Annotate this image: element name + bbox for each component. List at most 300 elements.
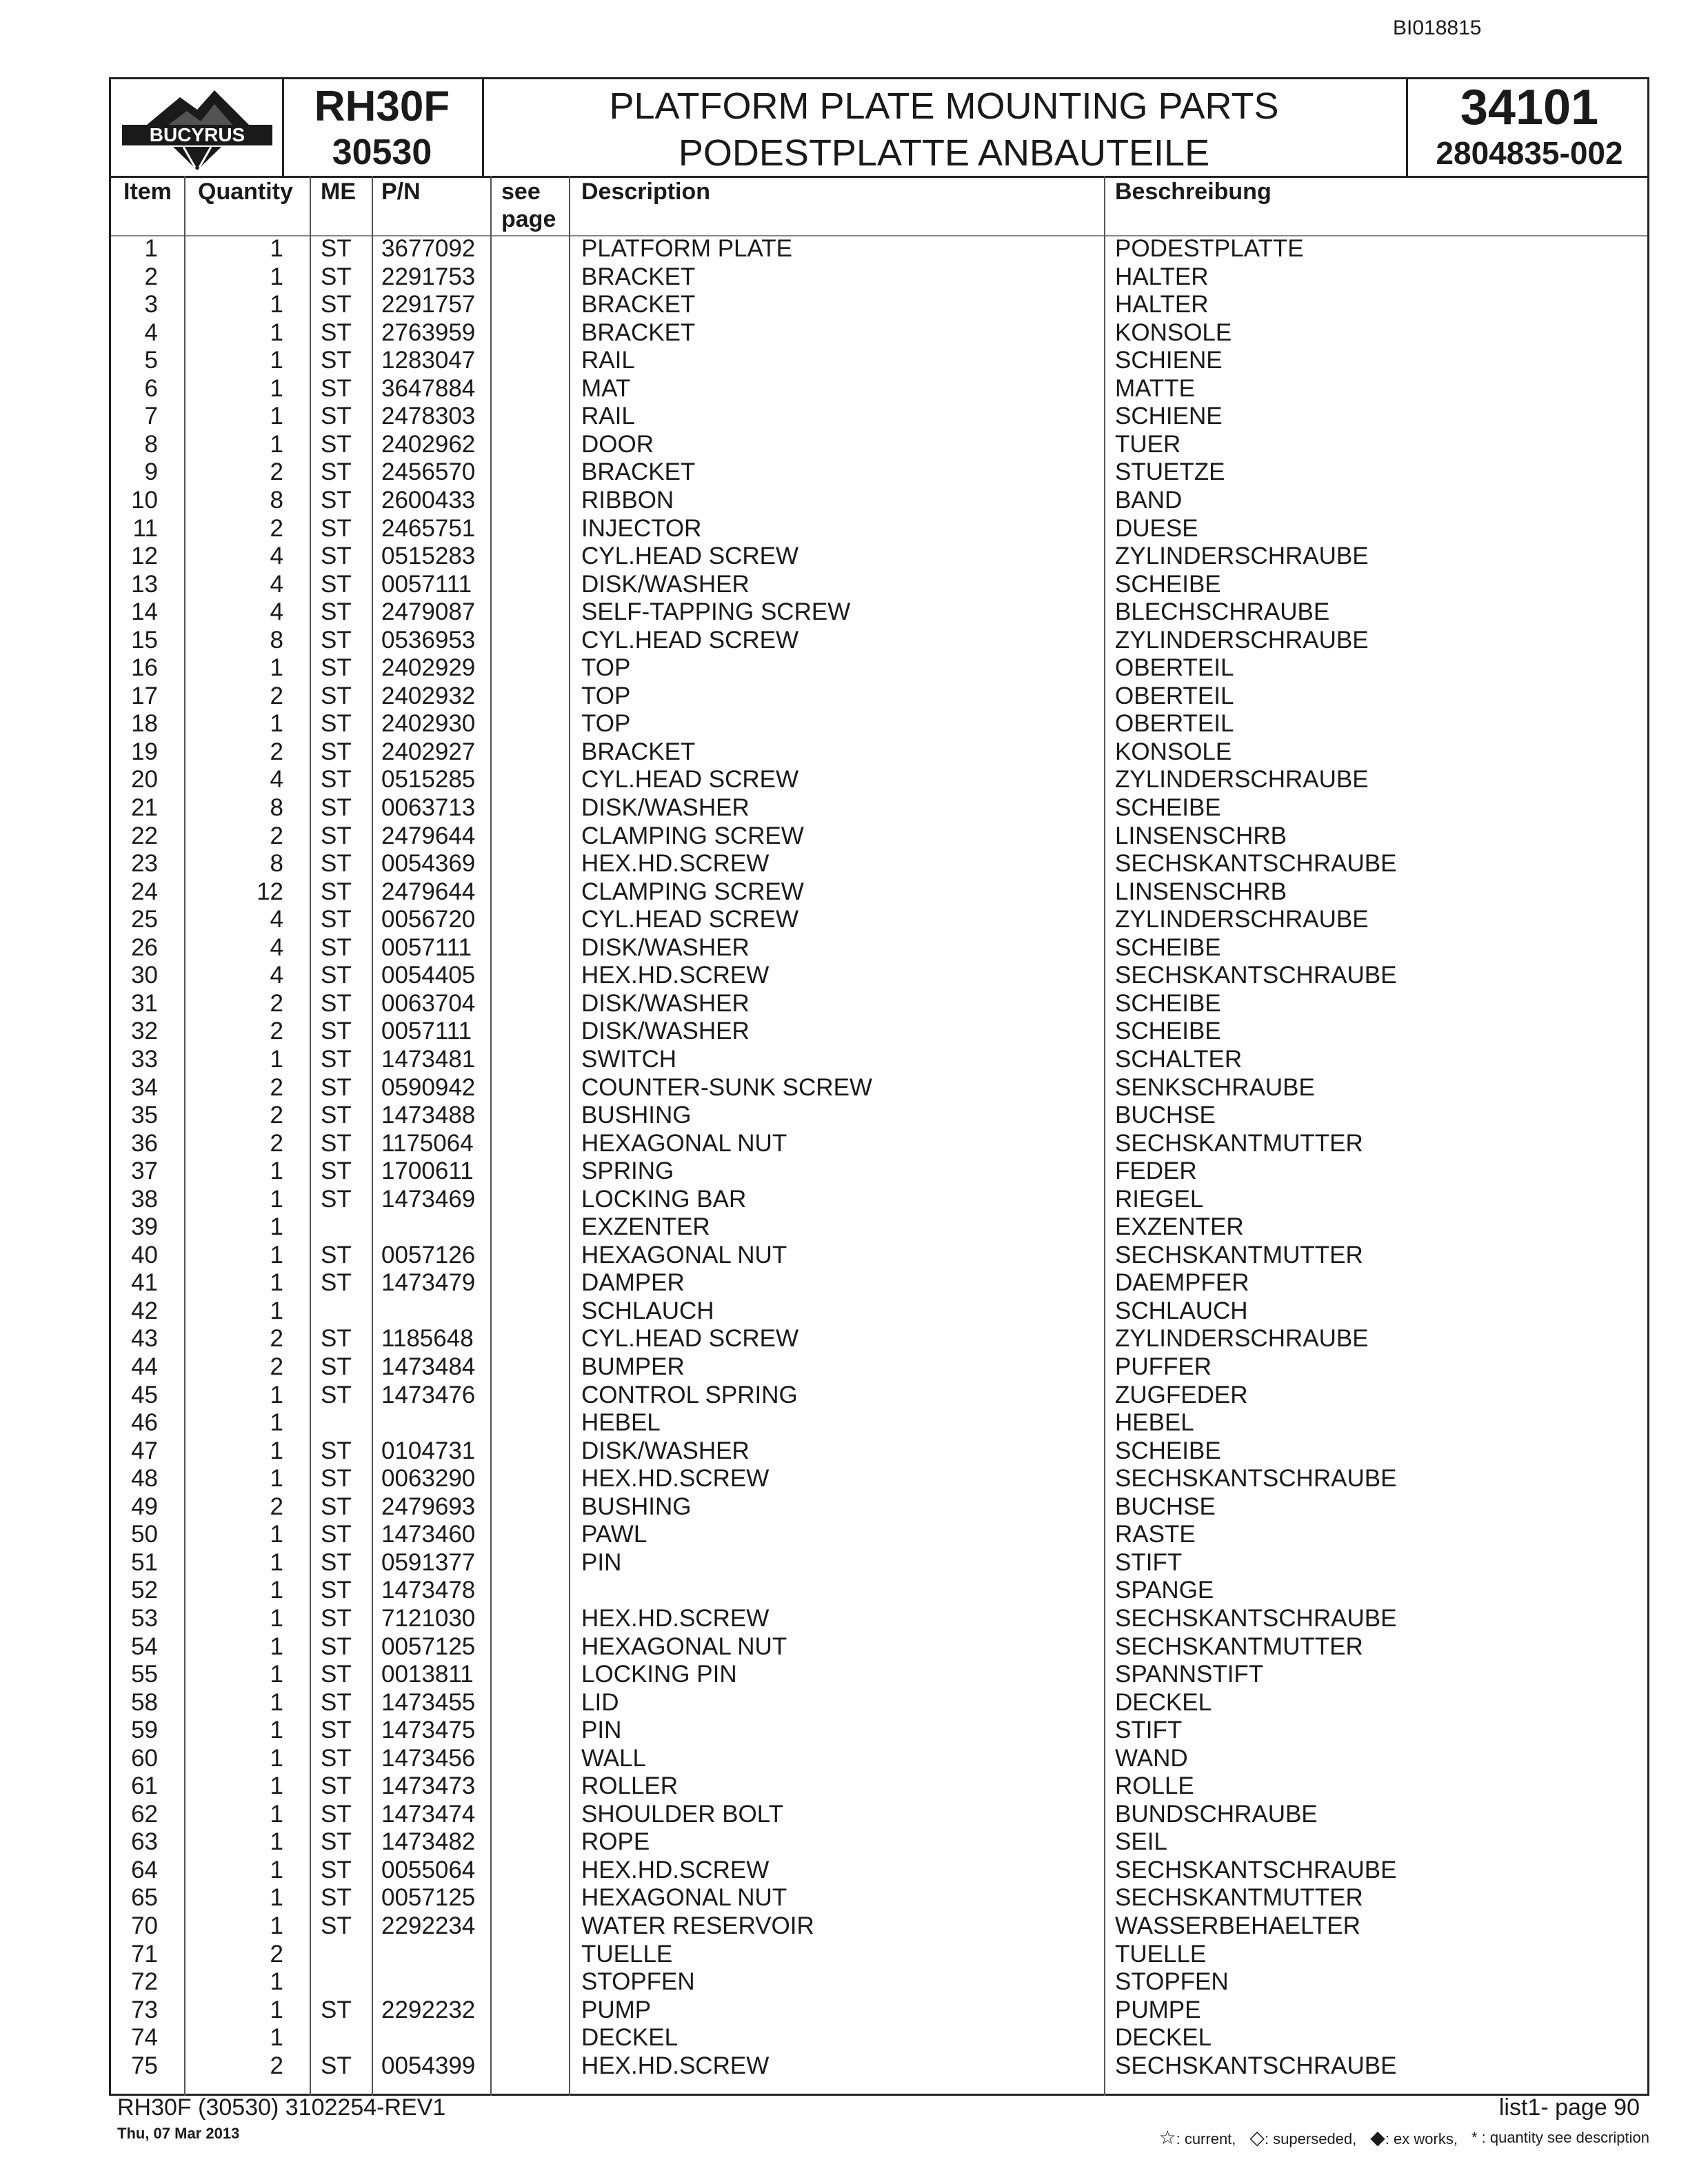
part-number: 1185648: [381, 1325, 474, 1353]
quantity: 1: [270, 1185, 283, 1213]
description: STOPFEN: [581, 1968, 695, 1996]
beschreibung: OBERTEIL: [1115, 682, 1234, 709]
description: HEXAGONAL NUT: [581, 1241, 787, 1268]
part-number: 2465751: [381, 514, 476, 542]
svg-text:BUCYRUS: BUCYRUS: [149, 124, 245, 145]
part-number: 3677092: [381, 235, 476, 262]
beschreibung: ZYLINDERSCHRAUBE: [1115, 766, 1369, 793]
part-number: 2479644: [381, 878, 476, 905]
item-number: 17: [131, 682, 158, 709]
part-number: 1283047: [381, 347, 476, 374]
part-number: 1473482: [381, 1828, 476, 1856]
unit: ST: [321, 2052, 352, 2079]
table-row: [111, 598, 1647, 627]
beschreibung: ROLLE: [1115, 1772, 1194, 1800]
description: DISK/WASHER: [581, 1018, 750, 1045]
description: TOP: [581, 710, 631, 738]
part-number: 2402930: [381, 710, 476, 738]
col-see: see: [501, 179, 541, 205]
table-row: [111, 1157, 1647, 1186]
legend: [1158, 2126, 1649, 2149]
quantity: 2: [270, 1325, 283, 1353]
beschreibung: SECHSKANTSCHRAUBE: [1115, 1604, 1397, 1632]
unit: ST: [321, 403, 352, 430]
part-number: 1473474: [381, 1800, 476, 1828]
part-number: 2456570: [381, 458, 476, 486]
star-outline-icon: ☆: [1158, 2127, 1176, 2148]
item-number: 1: [144, 235, 158, 262]
quantity: 1: [270, 1269, 283, 1297]
quantity: 12: [257, 878, 283, 905]
quantity: 1: [270, 1688, 283, 1716]
description: CYL.HEAD SCREW: [581, 1325, 799, 1353]
part-number: 2478303: [381, 403, 476, 430]
unit: ST: [321, 1772, 352, 1800]
item-number: 72: [131, 1968, 158, 1996]
description: HEX.HD.SCREW: [581, 1465, 770, 1493]
page-code: 34101: [1460, 80, 1599, 135]
beschreibung: SCHEIBE: [1115, 794, 1221, 821]
quantity: 1: [270, 347, 283, 374]
beschreibung: BAND: [1115, 486, 1183, 514]
quantity: 4: [270, 766, 283, 793]
item-number: 10: [131, 486, 158, 514]
table-row: [111, 1577, 1647, 1605]
footer-date: Thu, 07 Mar 2013: [117, 2125, 240, 2142]
item-number: 64: [131, 1856, 158, 1883]
beschreibung: SPANGE: [1115, 1577, 1214, 1604]
table-row: [111, 515, 1647, 543]
quantity: 1: [270, 374, 283, 402]
beschreibung: FEDER: [1115, 1157, 1197, 1185]
description: BRACKET: [581, 318, 696, 346]
col-me: ME: [321, 179, 356, 205]
beschreibung: SECHSKANTSCHRAUBE: [1115, 1465, 1397, 1493]
beschreibung: TUELLE: [1115, 1940, 1207, 1968]
part-number: 1473455: [381, 1688, 476, 1716]
description: SWITCH: [581, 1045, 677, 1073]
col-page: page: [501, 206, 556, 232]
quantity: 1: [270, 263, 283, 290]
beschreibung: DAEMPFER: [1115, 1269, 1249, 1297]
description: SPRING: [581, 1157, 674, 1185]
unit: ST: [321, 1856, 352, 1883]
legend-current: : current,: [1176, 2130, 1236, 2147]
part-number: 2600433: [381, 486, 476, 514]
part-number: 0055064: [381, 1856, 476, 1883]
description: MAT: [581, 374, 631, 402]
unit: ST: [321, 430, 352, 458]
item-number: 49: [131, 1493, 158, 1520]
quantity: 4: [270, 598, 283, 626]
quantity: 1: [270, 318, 283, 346]
item-number: 58: [131, 1688, 158, 1716]
item-number: 22: [131, 822, 158, 849]
bucyrus-logo: [111, 79, 282, 176]
unit: ST: [321, 318, 352, 346]
item-number: 54: [131, 1632, 158, 1660]
part-number: 2479087: [381, 598, 476, 626]
unit: ST: [321, 1688, 352, 1716]
item-number: 52: [131, 1577, 158, 1604]
unit: ST: [321, 1073, 352, 1101]
description: CYL.HEAD SCREW: [581, 906, 799, 933]
table-row: [111, 1996, 1647, 2025]
table-row: [111, 710, 1647, 738]
description: BUSHING: [581, 1493, 692, 1520]
table-row: [111, 403, 1647, 431]
quantity: 1: [270, 1548, 283, 1576]
unit: ST: [321, 543, 352, 570]
table-row: [111, 1409, 1647, 1437]
item-number: 35: [131, 1102, 158, 1129]
description: TUELLE: [581, 1940, 673, 1968]
beschreibung: WAND: [1115, 1744, 1188, 1772]
table-row: [111, 1465, 1647, 1493]
table-row: [111, 1018, 1647, 1046]
part-number: 2402932: [381, 682, 476, 709]
part-number: 0054399: [381, 2052, 476, 2079]
unit: ST: [321, 962, 352, 989]
description: RAIL: [581, 403, 635, 430]
unit: ST: [321, 1828, 352, 1856]
item-number: 63: [131, 1828, 158, 1856]
beschreibung: SCHEIBE: [1115, 1018, 1221, 1045]
item-number: 3: [144, 291, 158, 318]
beschreibung: SCHEIBE: [1115, 933, 1221, 961]
unit: ST: [321, 1604, 352, 1632]
part-number: 0515285: [381, 766, 476, 793]
item-number: 18: [131, 710, 158, 738]
part-number: 2292232: [381, 1996, 476, 2023]
beschreibung: STIFT: [1115, 1717, 1183, 1744]
description: WALL: [581, 1744, 647, 1772]
unit: ST: [321, 1548, 352, 1576]
description: LOCKING PIN: [581, 1661, 737, 1688]
table-row: [111, 2052, 1647, 2081]
quantity: 4: [270, 543, 283, 570]
table-row: [111, 1521, 1647, 1549]
part-number: 2402927: [381, 738, 476, 765]
quantity: 1: [270, 1381, 283, 1408]
unit: ST: [321, 794, 352, 821]
unit: ST: [321, 263, 352, 290]
part-number: 1473488: [381, 1102, 476, 1129]
unit: ST: [321, 1185, 352, 1213]
unit: ST: [321, 682, 352, 709]
beschreibung: LINSENSCHRB: [1115, 878, 1287, 905]
unit: ST: [321, 1157, 352, 1185]
part-number: 1473479: [381, 1269, 476, 1297]
item-number: 48: [131, 1465, 158, 1493]
item-number: 23: [131, 850, 158, 878]
item-number: 21: [131, 794, 158, 821]
table-row: [111, 1605, 1647, 1633]
part-number: 0104731: [381, 1437, 476, 1464]
quantity: 1: [270, 1409, 283, 1437]
description: SELF-TAPPING SCREW: [581, 598, 851, 626]
table-row: [111, 1941, 1647, 1969]
beschreibung: ZYLINDERSCHRAUBE: [1115, 543, 1369, 570]
beschreibung: MATTE: [1115, 374, 1196, 402]
item-number: 33: [131, 1045, 158, 1073]
unit: ST: [321, 1493, 352, 1520]
item-number: 60: [131, 1744, 158, 1772]
item-number: 4: [144, 318, 158, 346]
item-number: 37: [131, 1157, 158, 1185]
unit: ST: [321, 850, 352, 878]
table-row: [111, 1269, 1647, 1297]
item-number: 71: [131, 1940, 158, 1968]
table-row: [111, 319, 1647, 347]
quantity: 2: [270, 682, 283, 709]
title-english: PLATFORM PLATE MOUNTING PARTS: [609, 85, 1279, 127]
item-number: 36: [131, 1129, 158, 1157]
item-number: 15: [131, 626, 158, 654]
part-number: 0515283: [381, 543, 476, 570]
table-row: [111, 766, 1647, 794]
description: DISK/WASHER: [581, 570, 750, 598]
unit: ST: [321, 1018, 352, 1045]
unit: ST: [321, 654, 352, 682]
item-number: 51: [131, 1548, 158, 1576]
table-row: [111, 1549, 1647, 1577]
quantity: 4: [270, 570, 283, 598]
quantity: 1: [270, 1661, 283, 1688]
description: WATER RESERVOIR: [581, 1912, 814, 1939]
description: HEXAGONAL NUT: [581, 1632, 787, 1660]
quantity: 2: [270, 989, 283, 1017]
part-number: 0057125: [381, 1632, 476, 1660]
item-number: 26: [131, 933, 158, 961]
table-row: [111, 906, 1647, 934]
description: HEX.HD.SCREW: [581, 962, 770, 989]
quantity: 1: [270, 1437, 283, 1464]
quantity: 1: [270, 1828, 283, 1856]
item-number: 42: [131, 1297, 158, 1324]
beschreibung: OBERTEIL: [1115, 654, 1234, 682]
unit: ST: [321, 291, 352, 318]
quantity: 1: [270, 1772, 283, 1800]
item-number: 24: [131, 878, 158, 905]
quantity: 2: [270, 1940, 283, 1968]
item-number: 2: [144, 263, 158, 290]
diamond-filled-icon: ◆: [1370, 2127, 1385, 2148]
beschreibung: WASSERBEHAELTER: [1115, 1912, 1360, 1939]
part-number: 1175064: [381, 1129, 474, 1157]
beschreibung: LINSENSCHRB: [1115, 822, 1287, 849]
item-number: 41: [131, 1269, 158, 1297]
item-number: 73: [131, 1996, 158, 2023]
description: HEX.HD.SCREW: [581, 2052, 770, 2079]
item-number: 7: [144, 403, 158, 430]
item-number: 32: [131, 1018, 158, 1045]
description: PLATFORM PLATE: [581, 235, 792, 262]
beschreibung: KONSOLE: [1115, 738, 1232, 765]
part-number: 0063290: [381, 1465, 476, 1493]
table-row: [111, 1717, 1647, 1745]
table-row: [111, 1493, 1647, 1521]
part-number: 7121030: [381, 1604, 476, 1632]
item-number: 62: [131, 1800, 158, 1828]
col-quantity: Quantity: [198, 179, 293, 205]
part-number: 2402962: [381, 430, 476, 458]
unit: ST: [321, 1129, 352, 1157]
unit: ST: [321, 1744, 352, 1772]
beschreibung: SCHIENE: [1115, 347, 1223, 374]
description: RAIL: [581, 347, 635, 374]
beschreibung: ZYLINDERSCHRAUBE: [1115, 1325, 1369, 1353]
item-number: 38: [131, 1185, 158, 1213]
unit: ST: [321, 1269, 352, 1297]
beschreibung: SCHLAUCH: [1115, 1297, 1248, 1324]
quantity: 8: [270, 850, 283, 878]
unit: ST: [321, 347, 352, 374]
quantity: 8: [270, 794, 283, 821]
table-row: [111, 1353, 1647, 1382]
part-number: 2402929: [381, 654, 476, 682]
description: EXZENTER: [581, 1213, 710, 1241]
beschreibung: SECHSKANTSCHRAUBE: [1115, 962, 1397, 989]
document-id: BI018815: [1393, 17, 1482, 39]
beschreibung: SECHSKANTSCHRAUBE: [1115, 850, 1397, 878]
beschreibung: RIEGEL: [1115, 1185, 1204, 1213]
beschreibung: SECHSKANTMUTTER: [1115, 1632, 1363, 1660]
unit: ST: [321, 906, 352, 933]
part-number: 2292234: [381, 1912, 476, 1939]
description: BUMPER: [581, 1353, 685, 1380]
part-number: 0591377: [381, 1548, 476, 1576]
table-row: [111, 1689, 1647, 1717]
beschreibung: SPANNSTIFT: [1115, 1661, 1264, 1688]
item-number: 25: [131, 906, 158, 933]
beschreibung: SEIL: [1115, 1828, 1167, 1856]
description: BRACKET: [581, 458, 696, 486]
part-number: 1473475: [381, 1717, 476, 1744]
col-item: Item: [123, 179, 172, 205]
table-row: [111, 1297, 1647, 1326]
part-number: 1473456: [381, 1744, 476, 1772]
item-number: 61: [131, 1772, 158, 1800]
item-number: 45: [131, 1381, 158, 1408]
table-row: [111, 1801, 1647, 1829]
beschreibung: DECKEL: [1115, 1688, 1212, 1716]
part-number: 0536953: [381, 626, 476, 654]
quantity: 4: [270, 906, 283, 933]
quantity: 1: [270, 1717, 283, 1744]
beschreibung: SCHEIBE: [1115, 989, 1221, 1017]
quantity: 1: [270, 1912, 283, 1939]
beschreibung: SECHSKANTMUTTER: [1115, 1884, 1363, 1912]
unit: ST: [321, 933, 352, 961]
part-number: 0063704: [381, 989, 476, 1017]
beschreibung: BUNDSCHRAUBE: [1115, 1800, 1318, 1828]
quantity: 2: [270, 514, 283, 542]
description: DECKEL: [581, 2024, 679, 2052]
beschreibung: SCHEIBE: [1115, 570, 1221, 598]
beschreibung: PUFFER: [1115, 1353, 1212, 1380]
beschreibung: BUCHSE: [1115, 1493, 1216, 1520]
column-headers: [111, 176, 1647, 236]
description: LID: [581, 1688, 619, 1716]
table-row: [111, 1884, 1647, 1912]
quantity: 2: [270, 822, 283, 849]
table-row: [111, 1857, 1647, 1885]
description: HEX.HD.SCREW: [581, 850, 770, 878]
table-row: [111, 627, 1647, 655]
beschreibung: SECHSKANTSCHRAUBE: [1115, 2052, 1397, 2079]
item-number: 34: [131, 1073, 158, 1101]
serial-number: 30530: [332, 132, 432, 172]
table-row: [111, 347, 1647, 375]
description: DOOR: [581, 430, 654, 458]
item-number: 65: [131, 1884, 158, 1912]
beschreibung: SENKSCHRAUBE: [1115, 1073, 1315, 1101]
quantity: 2: [270, 458, 283, 486]
item-number: 8: [144, 430, 158, 458]
unit: ST: [321, 1521, 352, 1548]
table-row: [111, 1828, 1647, 1857]
unit: ST: [321, 1465, 352, 1493]
part-number: 0057111: [381, 1018, 472, 1045]
description: PAWL: [581, 1521, 647, 1548]
beschreibung: TUER: [1115, 430, 1181, 458]
description: TOP: [581, 654, 631, 682]
unit: ST: [321, 1241, 352, 1268]
part-number: 2291757: [381, 291, 476, 318]
unit: ST: [321, 1353, 352, 1380]
legend-superseded: : superseded,: [1264, 2130, 1357, 2147]
unit: ST: [321, 235, 352, 262]
table-row: [111, 738, 1647, 767]
description: HEX.HD.SCREW: [581, 1856, 770, 1883]
beschreibung: SECHSKANTMUTTER: [1115, 1241, 1363, 1268]
table-row: [111, 682, 1647, 711]
table-row: [111, 1130, 1647, 1158]
quantity: 1: [270, 1213, 283, 1241]
part-number: 0590942: [381, 1073, 476, 1101]
part-number: 0063713: [381, 794, 476, 821]
description: PIN: [581, 1548, 622, 1576]
quantity: 1: [270, 1241, 283, 1268]
table-row: [111, 962, 1647, 990]
description: DISK/WASHER: [581, 794, 750, 821]
description: CYL.HEAD SCREW: [581, 766, 799, 793]
table-row: [111, 1968, 1647, 1996]
table-row: [111, 458, 1647, 487]
item-number: 47: [131, 1437, 158, 1464]
item-number: 74: [131, 2024, 158, 2052]
unit: ST: [321, 1800, 352, 1828]
part-number: 3647884: [381, 374, 476, 402]
quantity: 1: [270, 1632, 283, 1660]
table-row: [111, 990, 1647, 1018]
quantity: 2: [270, 1073, 283, 1101]
quantity: 1: [270, 1884, 283, 1912]
item-number: 13: [131, 570, 158, 598]
table-row: [111, 263, 1647, 292]
description: HEX.HD.SCREW: [581, 1604, 770, 1632]
footer-doc-ref: RH30F (30530) 3102254-REV1: [117, 2094, 446, 2121]
item-number: 50: [131, 1521, 158, 1548]
drawing-number: 2804835-002: [1436, 135, 1623, 171]
description: HEXAGONAL NUT: [581, 1129, 787, 1157]
description: RIBBON: [581, 486, 674, 514]
description: HEBEL: [581, 1409, 661, 1437]
item-number: 5: [144, 347, 158, 374]
table-row: [111, 235, 1647, 263]
unit: ST: [321, 822, 352, 849]
